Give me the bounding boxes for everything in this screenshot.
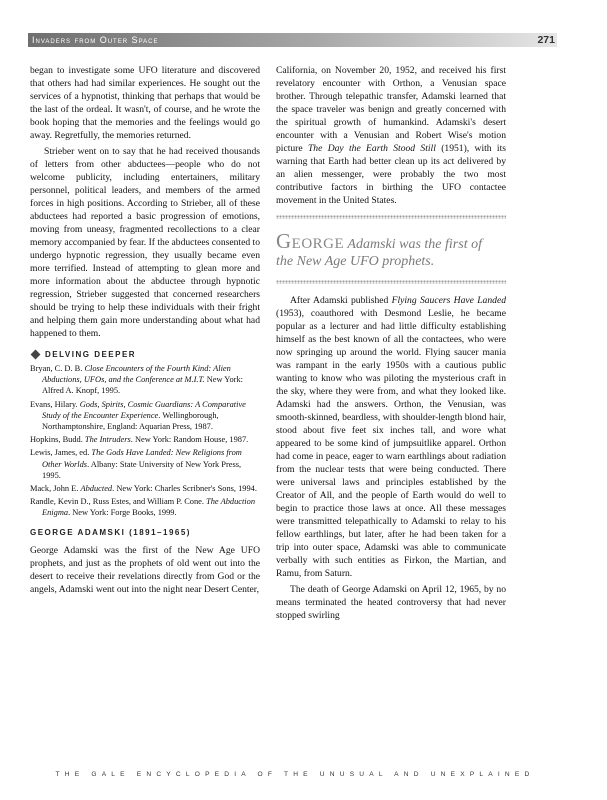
- reference-item: Evans, Hilary. Gods, Spirits, Cosmic Guardians: A Comparative Study of the Encounter Experience. Wellingborough, Northamptonshire, England: Aquarian Press, 1987.: [30, 399, 246, 432]
- reference-item: Lewis, James, ed. The Gods Have Landed: New Religions from Other Worlds. Albany: State University of New York Press, 1995.: [30, 448, 242, 480]
- left-column: [30, 64, 260, 596]
- diamond-bullet-icon: [31, 350, 41, 360]
- body-paragraph: George Adamski was the first of the New Age UFO prophets, and just as the prophets of old went out into the desert to receive their revelations directly from God or the angels, Adamski went out into the night near Desert Center,: [30, 544, 260, 595]
- pull-quote-rule: [276, 280, 506, 284]
- page-number: 271: [537, 34, 555, 46]
- footer-title: THE GALE ENCYCLOPEDIA OF THE UNUSUAL AND UNEXPLAINED: [55, 771, 535, 778]
- body-paragraph: The death of George Adamski on April 12, 1965, by no means terminated the heated controversy that had never stopped swirling: [276, 584, 506, 621]
- body-paragraph: California, on November 20, 1952, and received his first revelatory encounter with Orthon, a Venusian space brother. Through telepathic transfer, Adamski learned that the space traveler was benign and greatly concerned with the spiritual growth of humankind. Adamski's desert encounter with a Venusian and Robert Wise's motion picture The Day the Earth Stood Still (1951), with its warning that Earth had better clean up its act delivered by an alien messenger, were probably the two most contributive factors in birthing the UFO contactee movement in the United States.: [276, 65, 506, 206]
- body-paragraph: Strieber went on to say that he had received thousands of letters from other abductees—people who do not welcome publicity, including entertainers, military personnel, political leaders, and members of the armed forces in high positions. According to Strieber, all of these abductees had reported a basic progression of emotions, moving from uneasy, fragmented recollections to a clear memory accompanied by fear. If the abductees consented to undergo hypnotic regression, they usually became even more terrified. Instead of attempting to glean more and more information about the abductee through hypnotic regression, Strieber suggested that concerned researchers should be trying to help these individuals with their fright and helping them gain more understanding about what had happened to them.: [30, 146, 260, 339]
- bio-heading: GEORGE ADAMSKI (1891–1965): [30, 527, 191, 537]
- reference-item: Mack, John E. Abducted. New York: Charles Scribner's Sons, 1994.: [30, 484, 257, 494]
- delving-deeper-heading: [30, 350, 260, 359]
- section-heading: DELVING DEEPER: [45, 350, 137, 359]
- reference-list: [30, 363, 260, 519]
- reference-item: Hopkins, Budd. The Intruders. New York: Random House, 1987.: [30, 435, 249, 445]
- pull-quote: [276, 229, 506, 270]
- pull-quote-lead-word: George: [276, 229, 345, 253]
- running-head: Invaders from Outer Space: [32, 35, 159, 45]
- right-column: [276, 64, 506, 622]
- reference-item: Bryan, C. D. B. Close Encounters of the Fourth Kind: Alien Abductions, UFOs, and the Conference at M.I.T. New York: Alfred A. Knopf, 1995.: [30, 364, 243, 396]
- pull-quote-text: George Adamski was the first of the New Age UFO prophets.: [276, 229, 482, 269]
- body-paragraph: began to investigate some UFO literature and discovered that others had had similar experiences. He sought out the services of a hypnotist, thinking that perhaps that would be the last of the ordeal. It wasn't, of course, and he wrote the book hoping that the memories and the feelings would go away. Regretfully, the memories returned.: [30, 65, 260, 141]
- pull-quote-rule: [276, 215, 506, 219]
- reference-item: Randle, Kevin D., Russ Estes, and William P. Cone. The Abduction Enigma. New York: Forge Books, 1999.: [30, 497, 256, 518]
- body-paragraph: After Adamski published Flying Saucers Have Landed (1953), coauthored with Desmond Leslie, he became popular as a lecturer and had little difficulty establishing himself as the best known of all the contactees, who were now springing up around the world. Flying saucer mania was rampant in the early 1950s with a cautious public wanting to know who was piloting the mysterious craft in the sky, where they were from, and what they looked like. Adamski had the answers. Orthon, the Venusian, was smooth-skinned, beardless, with shoulder-length blond hair, stood about five feet six inches tall, and wore what appeared to be some kind of jumpsuitlike apparel. Orthon had come in peace, eager to warn earthlings about radiation from the nuclear tests that were being conducted. There were universal laws and principles established by the Creator of All, and the people of Earth would do well to begin to practice those laws at once. All these messages were transmitted telepathically to Adamski to relay to his fellow earthlings, but later, after he had been taken for a trip into outer space, Adamski was able to communicate verbally with such entities as Firkon, the Martian, and Ramu, from Saturn.: [276, 295, 506, 579]
